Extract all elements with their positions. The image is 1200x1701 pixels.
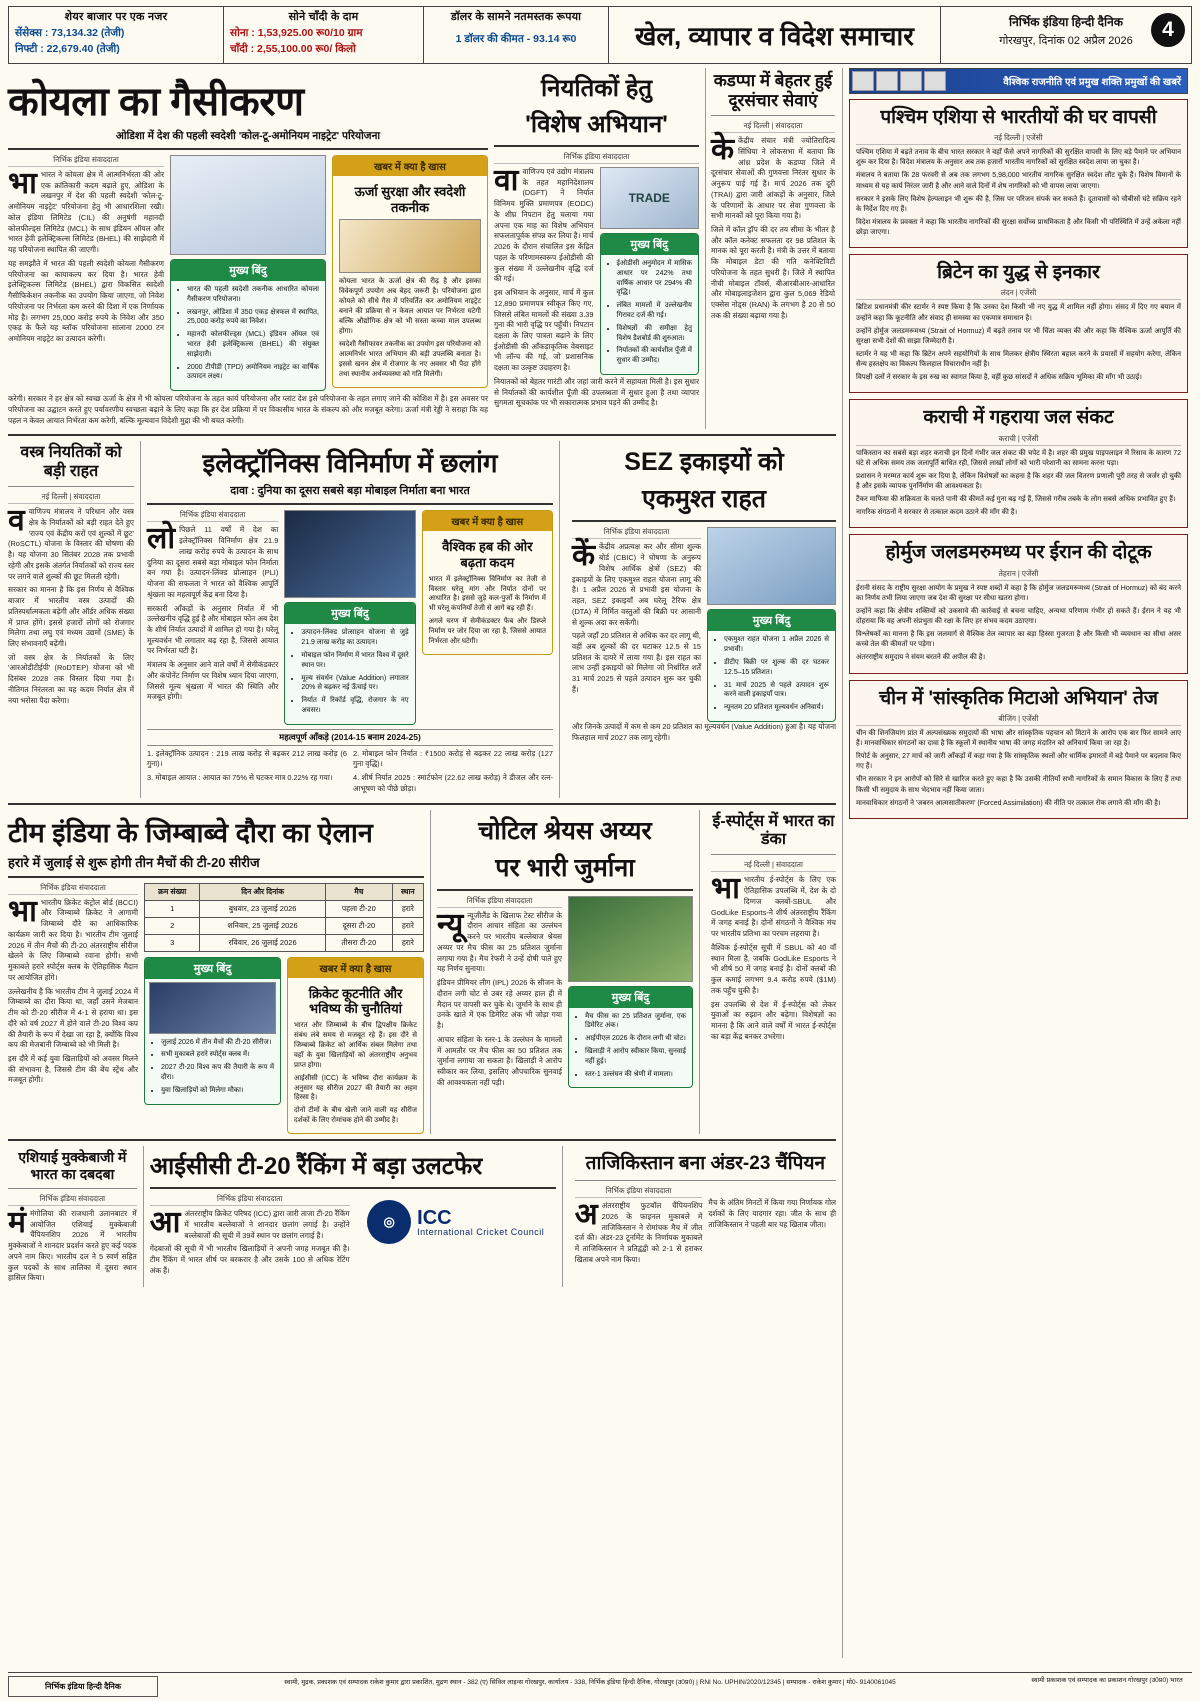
article-coal-gasification bbox=[8, 68, 488, 429]
shreyas-headline-1: चोटिल श्रेयस अय्यर bbox=[478, 816, 652, 845]
britain-para-4: विपक्षी दलों ने सरकार के इस रुख का स्वागत किया है, वहीं कुछ सांसदों ने अधिक सक्रिय भूमिका की माँग भी उठाई। bbox=[856, 374, 1142, 382]
lead-subhead: ओडिशा में देश की पहली स्वदेशी 'कोल-टू-अमोनियम नाइट्रेट' परियोजना bbox=[115, 130, 381, 142]
sez-headline-2: एकमुश्त राहत bbox=[641, 485, 767, 514]
shreyas-byline: निर्भिक इंडिया संवाददाता bbox=[437, 896, 562, 908]
team-india-para-3: इस दौरे में कई युवा खिलाड़ियों को अवसर मिलने की संभावना है, जिससे टीम की बेंच स्ट्रेंथ और मजबूत होगी। bbox=[8, 1053, 138, 1085]
gold-title: सोने चाँदी के दाम bbox=[288, 11, 359, 23]
niryat-headline-2: 'विशेष अभियान' bbox=[525, 111, 668, 138]
hormuz-byline: तेहरान | एजेंसी bbox=[856, 569, 1181, 581]
tajikistan-para-1: अअंतरराष्ट्रीय फुटबॉल चैंपियनशिप 2026 के फाइनल मुकाबले में ताजिकिस्तान ने रोमांचक मैच में जीत दर्ज की। अंडर-23 टूर्नामेंट के निर्णायक मुकाबले में ताजिकिस्तान ने प्रतिद्वंद्वी को 2-1 से हराकर खिताब अपने नाम किया। bbox=[574, 1198, 703, 1264]
west-asia-para-2: मंत्रालय ने बताया कि 28 फरवरी से अब तक लगभग 5,98,000 भारतीय नागरिक सुरक्षित स्वदेश लौट चुके हैं। विशेष विमानों के माध्यम से यह कार्य निरंतर जारी है और आने वाले दिनों में शेष नागरिकों को भी वापस लाया जाएगा। bbox=[856, 172, 1181, 190]
market-summary bbox=[9, 7, 224, 63]
shreyas-image bbox=[568, 896, 693, 982]
hormuz-para-3: विश्लेषकों का मानना है कि इस जलमार्ग से वैश्विक तेल व्यापार का बड़ा हिस्सा गुजरता है और किसी भी व्यवधान का सीधा असर कच्चे तेल की कीमतों पर पड़ेगा। bbox=[856, 631, 1181, 649]
china-headline: चीन में 'सांस्कृतिक मिटाओ अभियान' तेज bbox=[879, 687, 1158, 709]
karachi-para-2: प्रशासन ने मरम्मत कार्य शुरू कर दिया है, लेकिन विशेषज्ञों का कहना है कि शहर की जल वितरण प्रणाली पूरी तरह से जर्जर हो चुकी है और इसके व्यापक पुनर्निर्माण की आवश्यकता है। bbox=[856, 472, 1181, 491]
esports-para-1: भाभारतीय ई-स्पोर्ट्स के लिए एक ऐतिहासिक उपलब्धि में, देश के दो दिग्गज क्लबों-SBUL और GodLike Esports-ने शीर्ष अंतरराष्ट्रीय रैंकिंग में जगह बनाई है। दोनों संगठनों ने वैश्विक मंच पर भारतीय प्रतिभा का परचम लहराया है। bbox=[711, 872, 836, 939]
page-footer bbox=[8, 1672, 1192, 1697]
team-india-para-2: उल्लेखनीय है कि भारतीय टीम ने जुलाई 2024 में जिम्बाब्वे का दौरा किया था, जहाँ उसने मेजबान टीम को टी-20 सीरीज में 4-1 से हराया था। इस दौरे को वर्ष 2027 में होने वाले टी-20 विश्व कप की तैयारी के रूप में देखा जा रहा है, क्योंकि विश्व कप की मेजबानी जिम्बाब्वे को भी मिली है। bbox=[8, 986, 138, 1050]
vastra-para-3: जो वस्त्र क्षेत्र के निर्यातकों के लिए 'आरओडीटीईपी' (RoDTEP) योजना को भी दिसंबर 2028 तक विस्तार दिया गया है। नीतिगत निरंतरता का यह कदम निर्यात क्षेत्र में नया भरोसा पैदा करेगा। bbox=[8, 652, 134, 705]
gold-silver-rates bbox=[224, 7, 424, 63]
vastra-para-2: सरकार का मानना है कि इस निर्णय से वैश्विक बाजार में भारतीय वस्त्र उत्पादों की प्रतिस्पर्धात्मकता बढ़ेगी और ऑर्डर अधिक संख्या में प्राप्त होंगे। इससे हजारों लोगों को रोजगार मिलेगा तथा लघु एवं मध्यम उद्यमों (SME) के लिए संभावनाएँ बढ़ेंगी। bbox=[8, 585, 134, 648]
right-column-world-news bbox=[843, 68, 1188, 1658]
left-columns bbox=[8, 68, 843, 1658]
hormuz-para-2: उन्होंने कहा कि क्षेत्रीय शक्तियों को उकसावे की कार्रवाई से बचना चाहिए, अन्यथा परिणाम गंभीर हो सकते हैं। ईरान ने यह भी दोहराया कि वह अपनी संप्रभुता की रक्षा के लिए हर संभव कदम उठाएगा। bbox=[856, 607, 1181, 626]
article-team-india-zimbabwe bbox=[8, 810, 424, 1135]
lead-keypoints bbox=[170, 259, 326, 391]
dollar-title: डॉलर के सामने नतमस्तक रूपया bbox=[450, 11, 582, 23]
list-item: • 2027 टी-20 विश्व कप की तैयारी के रूप में दौरा। bbox=[161, 1063, 274, 1083]
esports-headline: ई-स्पोर्ट्स में भारत का डंका bbox=[712, 812, 835, 849]
cell: रविवार, 26 जुलाई 2026 bbox=[200, 934, 326, 951]
electronics-para-1: लोपिछले 11 वर्षों में देश का इलेक्ट्रॉनिक्स विनिर्माण क्षेत्र 21.9 लाख करोड़ रुपये के उत्पादन के साथ दुनिया का दूसरा सबसे बड़ा मोबाइल फोन निर्माता बन गया है। उत्पादन-लिंक्ड प्रोत्साहन (PLI) योजना की सफलता ने भारत को वैश्विक आपूर्ति श्रृंखला का महत्वपूर्ण केंद्र बना दिया है। bbox=[147, 522, 279, 599]
kadapa-byline: नई दिल्ली | संवाददाता bbox=[711, 121, 835, 133]
cell: 1 bbox=[145, 900, 200, 917]
icc-para-2: गेंदबाजों की सूची में भी भारतीय खिलाड़ियों ने अपनी जगह मजबूत की है। टीम रैंकिंग में भारत शीर्ष पर बरकरार है और उसके 100 से अधिक रेटिंग अंक हैं। bbox=[149, 1244, 350, 1275]
table-row bbox=[145, 917, 424, 934]
col-header: दिन और दिनांक bbox=[200, 883, 326, 900]
col-header: क्रम संख्या bbox=[145, 883, 200, 900]
khaas-header: खबर में क्या है खास bbox=[423, 511, 552, 531]
khaas-header: खबर में क्या है खास bbox=[288, 958, 423, 978]
china-byline: बीजिंग | एजेंसी bbox=[856, 714, 1181, 726]
article-china-culture-campaign bbox=[849, 680, 1188, 819]
dropcap: वा bbox=[494, 164, 519, 197]
sez-headline-1: SEZ इकाइयों को bbox=[624, 448, 784, 477]
west-asia-para-4: विदेश मंत्रालय के प्रवक्ता ने कहा कि भारतीय नागरिकों की सुरक्षा सर्वोच्च प्राथमिकता है और किसी भी परिस्थिति में उन्हें अकेला नहीं छोड़ा जाएगा। bbox=[856, 219, 1181, 237]
paper-name: निर्भिक इंडिया हिन्दी दैनिक bbox=[1008, 15, 1124, 29]
niryat-image bbox=[600, 167, 700, 229]
table-header-row bbox=[145, 883, 424, 900]
keypoints-header: मुख्य बिंदु bbox=[601, 234, 699, 255]
khaas-para-2: अगले चरण में सेमीकंडक्टर फैब और डिस्प्ले निर्माण पर जोर दिया जा रहा है, जिससे आयात निर्भरता और घटेगी। bbox=[428, 618, 546, 646]
britain-headline: ब्रिटेन का युद्ध से इनकार bbox=[937, 262, 1100, 284]
table-row bbox=[145, 934, 424, 951]
team-india-para-1: भाभारतीय क्रिकेट कंट्रोल बोर्ड (BCCI) और जिम्बाब्वे क्रिकेट ने आगामी जिम्बाब्वे दौरे का आधिकारिक कार्यक्रम जारी कर दिया है। भारतीय टीम जुलाई 2026 में तीन मैचों की टी-20 अंतरराष्ट्रीय सीरीज खेलने के लिए जिम्बाब्वे रवाना होगी। सभी मुकाबले हरारे स्पोर्ट्स क्लब के ऐतिहासिक मैदान पर आयोजित होंगे। bbox=[8, 894, 138, 982]
shreyas-headline-2: पर भारी जुर्माना bbox=[495, 853, 635, 882]
list-item: • आईपीएल 2026 के दौरान लगी थी चोट। bbox=[585, 1034, 686, 1044]
vastra-byline: नई दिल्ली | संवाददाता bbox=[8, 492, 134, 504]
britain-byline: लंदन | एजेंसी bbox=[856, 288, 1181, 300]
lead-headline: कोयला का गैसीकरण bbox=[8, 80, 304, 124]
paper-date: गोरखपुर, दिनांक 02 अप्रैल 2026 bbox=[999, 35, 1133, 47]
sez-byline: निर्भिक इंडिया संवाददाता bbox=[572, 527, 701, 539]
dropcap: आ bbox=[149, 1206, 181, 1240]
dropcap: कें bbox=[572, 539, 596, 573]
section-title-text: खेल, व्यापार व विदेश समाचार bbox=[635, 21, 914, 51]
khaas-para-1: भारत में इलेक्ट्रॉनिक्स विनिर्माण का तेजी से विस्तार घरेलू मांग और निर्यात दोनों पर आधारित है। इससे जुड़े कल-पुर्जों के निर्माण में भी घरेलू कंपनियाँ तेजी से आगे बढ़ रही हैं। bbox=[428, 575, 546, 613]
list-item: • एकमुश्त राहत योजना 1 अप्रैल 2026 से प्रभावी। bbox=[724, 635, 829, 655]
dropcap: मं bbox=[8, 1205, 26, 1239]
kadapa-headline: कडप्पा में बेहतर हुई दूरसंचार सेवाएं bbox=[713, 71, 833, 110]
keypoints-header: मुख्य बिंदु bbox=[171, 260, 325, 281]
keypoints-header: मुख्य बिंदु bbox=[145, 958, 280, 979]
article-kadapa-telecom bbox=[705, 68, 835, 429]
world-news-banner bbox=[849, 68, 1188, 94]
list-item: • मोबाइल फोन निर्माण में भारत विश्व में दूसरे स्थान पर। bbox=[301, 651, 408, 671]
britain-para-1: ब्रिटिश प्रधानमंत्री कीर स्टार्मर ने स्पष्ट किया है कि उनका देश किसी भी नए युद्ध में शामिल नहीं होगा। संसद में दिए गए बयान में उन्होंने कहा कि कूटनीति और संवाद ही समस्या का एकमात्र समाधान है। bbox=[856, 304, 1181, 322]
gold-rate: सोना : 1,53,925.00 रू0/10 ग्राम bbox=[230, 27, 363, 39]
dropcap: लो bbox=[147, 522, 176, 556]
list-item: • लंबित मामलों में उल्लेखनीय गिरावट दर्ज की गई। bbox=[617, 301, 693, 321]
hormuz-para-4: अंतरराष्ट्रीय समुदाय ने संयम बरतने की अपील की है। bbox=[856, 654, 986, 662]
sez-para-3: और जिनके उत्पादों में कम से कम 20 प्रतिशत का मूल्यवर्धन (Value Addition) हुआ है। यह योजना फिलहाल मार्च 2027 तक लागू रहेगी। bbox=[572, 721, 836, 742]
dropcap: भा bbox=[8, 894, 37, 928]
dropcap: न्यू bbox=[437, 907, 464, 941]
niryat-headline-1: नियतिकों हेतु bbox=[540, 75, 653, 102]
electronics-para-2: सरकारी आँकड़ों के अनुसार निर्यात में भी उल्लेखनीय वृद्धि हुई है और मोबाइल फोन अब देश के शीर्ष निर्यात उत्पादों में शामिल हो गया है। घरेलू मूल्यवर्धन भी लगातार बढ़ रहा है, जिससे आयात पर निर्भरता घटी है। bbox=[147, 603, 279, 656]
list-item: • भारत की पहली स्वदेशी तकनीक आधारित कोयला गैसीकरण परियोजना। bbox=[187, 285, 319, 305]
silver-rate: चाँदी : 2,55,100.00 रू0/ किलो bbox=[230, 43, 356, 55]
list-item: • खिलाड़ी ने आरोप स्वीकार किया, सुनवाई नहीं हुई। bbox=[585, 1047, 686, 1067]
lead-byline: निर्भिक इंडिया संवाददाता bbox=[8, 155, 164, 167]
list-item: • निर्यातकों की कार्यशील पूँजी में सुधार की उम्मीद। bbox=[617, 346, 693, 366]
lead-image bbox=[170, 155, 326, 255]
karachi-byline: कराची | एजेंसी bbox=[856, 434, 1181, 446]
china-para-1: चीन की शिनजियांग प्रांत में अल्पसंख्यक समुदायों की भाषा और सांस्कृतिक पहचान को मिटाने के आरोप एक बार फिर सामने आए हैं। मानवाधिकार संगठनों का दावा है कि स्कूलों में स्थानीय भाषा की जगह मंदारिन को अनिवार्य किया जा रहा है। bbox=[856, 729, 1181, 747]
article-niryatakon-abhiyan bbox=[494, 68, 699, 429]
footer-publisher: स्वामी प्रकाशक एवं सम्पादक का प्रकाशन गोरखपुर (उ0प्र0) भारत bbox=[1031, 1677, 1183, 1684]
series-schedule-table bbox=[144, 883, 424, 952]
khaas-header: खबर में क्या है खास bbox=[333, 156, 487, 176]
list-item: • मूल्य संवर्धन (Value Addition) लगातार 20% से बढ़कर नई ऊँचाई पर। bbox=[301, 674, 408, 694]
niryat-para-2: इस अभियान के अनुसार, मार्च में कुल 12,890 प्रमाणपत्र स्वीकृत किए गए, जिससे लंबित मामलों की संख्या 3.39 गुना की भारी वृद्धि पर पहुँची। निपटान दक्षता के लिए पात्रता बढ़ाने के लिए ईओडीसी की आँकड़ाकृतिक वेबसाइट भी लॉन्च की गई, जो प्रशासनिक दक्षता का उत्कृष्ट उदाहरण है। bbox=[494, 288, 594, 373]
dropcap: अ bbox=[574, 1198, 598, 1232]
list-item: • 2000 टीपीडी (TPD) अमोनियम नाइट्रेट का वार्षिक उत्पादन लक्ष्य। bbox=[187, 363, 319, 383]
lead-para-3: करेगी। सरकार ने हर क्षेत्र को स्वच्छ ऊर्जा के क्षेत्र में भी कोयला परियोजना के तहत कार्य परियोजना और प्लांट देश इसे परियोजना के तहत लगाए जाने की कोशिश में है। इस अवसर पर परियोजना का उद्घाटन करते हुए पर्यावरणीय स्वच्छता बढ़ाने के लिए कहा कि हर देश प्रक्रिया में पर विकासीय भारत के संकल्प को और मजबूत करेगा। ऊर्जा मंत्री रेड्डी ने सराहा कि यह पहल न केवल आयात निर्भरता कम करेगी, बल्कि मूल्यवान विदेशी मुद्रा की भी बचत करेगी। bbox=[8, 394, 488, 425]
list-item: • मैच फीस का 25 प्रतिशत जुर्माना, एक डिमेरिट अंक। bbox=[585, 1012, 686, 1032]
article-shreyas-fine bbox=[430, 810, 700, 1135]
list-item: • लखनपुर, ओडिशा में 350 एकड़ क्षेत्रफल में स्थापित, 25,000 करोड़ रुपये का निवेश। bbox=[187, 308, 319, 328]
khaas-para-1: कोयला भारत के ऊर्जा क्षेत्र की रीढ़ है और इसका विवेकपूर्ण उपयोग अब बेहद जरूरी है। परियोजना द्वारा कोयले को सीधे गैस में परिवर्तित कर अमोनियम नाइट्रेट बनाने की प्रक्रिया से न केवल आयात पर निर्भरता घटेगी बल्कि औद्योगिक क्षेत्र को भी सस्ता कच्चा माल उपलब्ध होगा। bbox=[339, 278, 481, 335]
dropcap: के bbox=[711, 133, 735, 167]
karachi-para-3: टैंकर माफिया की सक्रियता के चलते पानी की कीमतें कई गुना बढ़ गई हैं, जिससे गरीब तबके के लोग सबसे अधिक प्रभावित हुए हैं। bbox=[856, 496, 1176, 504]
sez-image bbox=[707, 527, 836, 605]
icc-logo-text bbox=[417, 1208, 544, 1237]
china-para-2: रिपोर्ट के अनुसार, 27 मार्च को जारी आँकड़ों में कहा गया है कि सांस्कृतिक स्थलों और धार्मिक इमारतों में बड़े पैमाने पर बदलाव किए गए हैं। bbox=[856, 753, 1181, 771]
keypoints-header: मुख्य बिंदु bbox=[569, 987, 692, 1008]
sez-para-2: पहले जहाँ 20 प्रतिशत से अधिक कर दर लागू थी, वहीं अब शुल्कों की दर घटाकर 12.5 से 15 प्रतिशत के दायरे में लाया गया है। इस राहत का लाभ उन्हीं इकाइयों को मिलेगा जो निर्धारित शर्तें 31 मार्च 2025 से पहले उत्पादन शुरू कर चुकी हैं। bbox=[572, 631, 701, 694]
niryat-para-3: नियातकों को बेहतर गारंटी और जहां जारी करने में सहायता मिली है। इस सुधार से निर्यातकों की कार्यशील पूँजी की उपलब्धता में सुधार हुआ है तथा व्यापार सुगमता सूचकांक पर भी सकारात्मक प्रभाव पड़ने की उम्मीद है। bbox=[494, 376, 699, 408]
britain-para-2: उन्होंने होर्मुज जलडमरूमध्य (Strait of Hormuz) में बढ़ते तनाव पर भी चिंता व्यक्त की और कहा कि वैश्विक ऊर्जा आपूर्ति की सुरक्षा सभी देशों की साझा जिम्मेदारी है। bbox=[856, 327, 1181, 345]
article-hormuz-iran bbox=[849, 534, 1188, 673]
cell: 2 bbox=[145, 917, 200, 934]
khaas-title: ऊर्जा सुरक्षा और स्वदेशी तकनीक bbox=[354, 184, 466, 215]
khaas-title: क्रिकेट कूटनीति और भविष्य की चुनौतियां bbox=[308, 985, 403, 1017]
icc-logo-mark: ◎ bbox=[367, 1200, 411, 1244]
china-para-3: चीन सरकार ने इन आरोपों को सिरे से खारिज करते हुए कहा है कि उसकी नीतियाँ सभी नागरिकों के समान विकास के लिए हैं तथा किसी भी समुदाय के साथ भेदभाव नहीं किया जाता। bbox=[856, 776, 1181, 794]
karachi-para-4: नागरिक संगठनों ने सरकार से तत्काल कदम उठाने की माँग की है। bbox=[856, 509, 1018, 517]
article-esports bbox=[706, 810, 836, 1135]
top-strip bbox=[8, 6, 1192, 64]
list-item: • सभी मुकाबले हरारे स्पोर्ट्स क्लब में। bbox=[161, 1050, 274, 1060]
keypoints-header: मुख्य बिंदु bbox=[285, 603, 414, 624]
cell: हरारे bbox=[392, 917, 423, 934]
hormuz-headline: होर्मुज जलडमरुमध्य पर ईरान की दोटूक bbox=[885, 542, 1152, 564]
electronics-image bbox=[284, 510, 415, 598]
article-karachi-water-crisis bbox=[849, 399, 1188, 528]
dollar-rate bbox=[424, 7, 609, 63]
keypoints-header: मुख्य बिंदु bbox=[708, 610, 835, 631]
sez-para-1: केंकेंद्रीय अप्रत्यक्ष कर और सीमा शुल्क बोर्ड (CBIC) ने घोषणा के अनुरूप विशेष आर्थिक क्षेत्रों (SEZ) की इकाइयों के लिए एकमुश्त राहत योजना लागू की है। 1 अप्रैल 2026 से प्रभावी इस योजना के तहत, SEZ इकाइयाँ अब घरेलू टैरिफ क्षेत्र (DTA) में निर्मित वस्तुओं की बिक्री पर आसानी से शुल्क अदा कर सकेंगी। bbox=[572, 539, 701, 627]
table-row bbox=[145, 900, 424, 917]
cell: शनिवार, 25 जुलाई 2026 bbox=[200, 917, 326, 934]
team-india-keypoints bbox=[144, 957, 281, 1105]
icc-headline: आईसीसी टी-20 रैंकिंग में बड़ा उलटफेर bbox=[149, 1153, 483, 1181]
west-asia-para-3: सरकार ने इसके लिए विशेष हेल्पलाइन भी शुरू की है, जिस पर परिजन संपर्क कर सकते हैं। दूतावासों को चौबीसों घंटे सक्रिय रहने के निर्देश दिए गए हैं। bbox=[856, 195, 1181, 213]
stat-item: 1. इलेक्ट्रॉनिक उत्पादन : 219 लाख करोड़ से बढ़कर 212 लाख करोड़ (6 गुना)। bbox=[147, 748, 347, 769]
electronics-khaas-box bbox=[422, 510, 553, 655]
niryat-para-1: वावाणिज्य एवं उद्योग मंत्रालय के तहत महानिदेशालय (DGFT) ने निर्यात विनिमय मुक्ति प्रमाणपत्र (EODC) के शीघ्र निपटान हेतु चलाया गया अपना एक माह का विशेष अभियान सफलतापूर्वक संपन्न कर लिया है। मार्च 2026 के दौरान संचालित इस केंद्रित पहल के परिणामस्वरूप ईओडीसी की कुल संख्या में उल्लेखनीय वृद्धि दर्ज की गई। bbox=[494, 164, 594, 284]
page-number: 4 bbox=[1151, 13, 1185, 47]
khaas-para-2: आईसीसी (ICC) के भविष्य दौरा कार्यक्रम के अनुसार यह सीरीज 2027 की तैयारी का अहम हिस्सा है। bbox=[294, 1074, 417, 1102]
dropcap: व bbox=[8, 504, 25, 538]
kadapa-para-2: जिले में कॉल ड्रॉप की दर तय सीमा के भीतर है और कॉल कनेक्ट सफलता दर 98 प्रतिशत के मानक को पूरा करती है। मंत्री के उत्तर में बताया कि मोबाइल डेटा की गति कनेक्टिविटी परियोजना के तहत सुधरी है। जिले में स्थापित नीची मोबाइल टॉवर्स, बीआरबीआर-आधारित और मोबाइलाइजेशन द्वारा कुल 5,069 रेडियो एक्सेस नोड्स (RAN) के लगभग है 20 से 50 तक की संख्या बढ़ाया गया है। bbox=[711, 224, 835, 320]
tajikistan-headline: ताजिकिस्तान बना अंडर-23 चैंपियन bbox=[585, 1153, 826, 1175]
nifty-line: निफ्टी : 22,679.40 (तेजी) bbox=[15, 43, 120, 55]
article-west-asia-return bbox=[849, 99, 1188, 248]
banner-text: वैश्विक राजनीति एवं प्रमुख शक्ति प्रमुखों की खबरें bbox=[1003, 77, 1181, 88]
list-item: • विशेषज्ञों की समीक्षा हेतु विशेष डैशबोर्ड की शुरुआत। bbox=[617, 324, 693, 344]
lead-para-1: भाभारत ने कोयला क्षेत्र में आत्मनिर्भरता की ओर एक क्रांतिकारी कदम बढ़ाते हुए, ओडिशा के लखनपुर में देश की पहली स्वदेशी 'कोल-टू-अमोनियम नाइट्रेट' परियोजना हेतु भी आधारशिला रखी। कोल इंडिया लिमिटेड (CIL) की अनुषंगी महानदी कोलफील्ड्स लिमिटेड (MCL) के साथ इंडियन ऑयल और भारत हेवी इलेक्ट्रिकल्स लिमिटेड (BHEL) की साझेदारी में यह परियोजना स्थापित की जाएगी। bbox=[8, 167, 164, 255]
niryat-keypoints bbox=[600, 233, 700, 375]
list-item: • स्तर-1 उल्लंघन की श्रेणी में मामला। bbox=[585, 1070, 686, 1080]
khaas-para-2: स्वदेशी गैसीफायर तकनीक का उपयोग इस परियोजना को आत्मनिर्भर भारत अभियान की बड़ी उपलब्धि बनाता है। इससे खनन क्षेत्र में रोजगार के नए अवसर भी पैदा होंगे तथा स्थानीय अर्थव्यवस्था को गति मिलेगी। bbox=[339, 340, 481, 378]
west-asia-para-1: पश्चिम एशिया में बढ़ते तनाव के बीच भारत सरकार ने वहाँ फँसे अपने नागरिकों की सुरक्षित वापसी के लिए बड़े पैमाने पर अभियान शुरू कर दिया है। विदेश मंत्रालय के अनुसार अब तक हजारों भारतीय नागरिकों को सुरक्षित स्वदेश लाया जा चुका है। bbox=[856, 149, 1181, 167]
article-britain-war-refusal bbox=[849, 254, 1188, 393]
icc-para-1: आअंतरराष्ट्रीय क्रिकेट परिषद (ICC) द्वारा जारी ताजा टी-20 रैंकिंग में भारतीय बल्लेबाजों ने शानदार छलांग लगाई है। उन्होंने बल्लेबाजों की सूची में 39वें स्थान पर छलांग लगाई है। bbox=[149, 1206, 350, 1240]
article-vastra-niryatak bbox=[8, 441, 134, 797]
article-sez-relief bbox=[566, 441, 836, 797]
tajikistan-para-2: मैच के अंतिम मिनटों में किया गया निर्णायक गोल दर्शकों के लिए यादगार रहा। जीत के साथ ही ताजिकिस्तान ने पहली बार यह खिताब जीता। bbox=[708, 1198, 836, 1229]
kadapa-para-1: केकेंद्रीय संचार मंत्री ज्योतिरादित्य सिंधिया ने लोकसभा में बताया कि आंध्र प्रदेश के कडप्पा जिले में दूरसंचार सेवाओं की गुणवत्ता निरंतर सुधार के अनुरूप पाई गई है। मार्च 2026 तक दूरी (TRAI) द्वारा जारी आंकड़ों के अनुसार, जिले के परिणामों के आधार पर सेवा गुणवत्ता के सभी मानकों को पूरा किया गया है। bbox=[711, 133, 835, 221]
team-india-khaas-box bbox=[287, 957, 424, 1135]
icc-letters: ICC bbox=[417, 1206, 452, 1229]
sensex-line: सेंसेक्स : 73,134.32 (तेजी) bbox=[15, 27, 125, 39]
list-item: • 31 मार्च 2025 से पहले उत्पादन शुरू करने वाली इकाइयाँ पात्र। bbox=[724, 681, 829, 701]
cell: दूसरा टी-20 bbox=[325, 917, 392, 934]
dollar-value: 1 डॉलर की कीमत - 93.14 रू0 bbox=[455, 33, 577, 45]
electronics-table-title: महत्वपूर्ण आँकड़े (2014-15 बनाम 2024-25) bbox=[147, 729, 553, 746]
vastra-para-1: ववाणिज्य मंत्रालय ने परिधान और वस्त्र क्षेत्र के निर्यातकों को बड़ी राहत देते हुए 'राज्य एवं केंद्रीय करों एवं शुल्कों में छूट' (RoSCTL) योजना के विस्तार की घोषणा की है। यह योजना 30 सितंबर 2028 तक प्रभावी रहेगी और इसके अंतर्गत निर्यातकों को राज्य स्तर पर लगने वाले शुल्कों की छूट मिलती रहेगी। bbox=[8, 504, 134, 581]
list-item: • ईओडीसी अनुमोदन में मासिक आधार पर 242% तथा वार्षिक आधार पर 294% की वृद्धि। bbox=[617, 259, 693, 298]
niryat-byline: निर्भिक इंडिया संवाददाता bbox=[494, 152, 699, 164]
west-asia-byline: नई दिल्ली | एजेंसी bbox=[856, 133, 1181, 145]
china-para-4: मानवाधिकार संगठनों ने 'जबरन आत्मसातीकरण' (Forced Assimilation) की नीति पर तत्काल रोक लगाने की माँग की है। bbox=[856, 799, 1161, 807]
esports-byline: नई दिल्ली | संवाददाता bbox=[711, 860, 836, 872]
list-item: • निर्यात में रिकॉर्ड वृद्धि, रोजगार के नए अवसर। bbox=[301, 696, 408, 716]
sez-keypoints bbox=[707, 609, 836, 722]
boxing-headline: एशियाई मुक्केबाजी में भारत का दबदबा bbox=[18, 1149, 127, 1183]
cell: हरारे bbox=[392, 900, 423, 917]
leader-thumbnails bbox=[852, 71, 946, 91]
khaas-para-1: भारत और जिम्बाब्वे के बीच द्विपक्षीय क्रिकेट संबंध लंबे समय से मजबूत रहे हैं। इस दौरे से जिम्बाब्वे क्रिकेट को आर्थिक संबल मिलेगा तथा वहाँ के युवा खिलाड़ियों को अंतरराष्ट्रीय अनुभव प्राप्त होगा। bbox=[294, 1021, 417, 1069]
shreyas-para-1: न्यू न्यूजीलैंड के खिलाफ टेस्ट सीरीज के दौरान आचार संहिता का उल्लंघन करने पर भारतीय बल्लेबाज श्रेयस अय्यर पर मैच फीस का 25 प्रतिशत जुर्माना लगाया गया है। मैच रेफरी ने उन्हें दोषी पाते हुए यह निर्णय सुनाया। bbox=[437, 907, 562, 974]
stat-item: 3. मोबाइल आयात : आयात का 75% से घटकर मात्र 0.22% रह गया। bbox=[147, 773, 333, 783]
britain-para-3: स्टार्मर ने यह भी कहा कि ब्रिटेन अपने सहयोगियों के साथ मिलकर क्षेत्रीय स्थिरता बहाल करने के प्रयासों में सहयोग करेगा, लेकिन सैन्य हस्तक्षेप का विकल्प फिलहाल विचाराधीन नहीं है। bbox=[856, 351, 1181, 369]
west-asia-headline: पश्चिम एशिया से भारतीयों की घर वापसी bbox=[880, 107, 1157, 128]
team-india-headline: टीम इंडिया के जिम्बाब्वे दौरा का ऐलान bbox=[8, 817, 373, 848]
shreyas-para-3: आचार संहिता के स्तर-1 के उल्लंघन के मामलों में आमतौर पर मैच फीस का 50 प्रतिशत तक जुर्माना लगाया जा सकता है। खिलाड़ी ने आरोप स्वीकार कर लिया, इसलिए औपचारिक सुनवाई की आवश्यकता नहीं पड़ी। bbox=[437, 1034, 562, 1087]
col-header: स्थान bbox=[392, 883, 423, 900]
boxing-para-1: मंमंगोलिया की राजधानी उलानबाटर में आयोजित एशियाई मुक्केबाजी चैंपियनशिप 2026 में भारतीय मुक्केबाजों ने शानदार प्रदर्शन करते हुए कई पदक अपने नाम किए। भारतीय दल ने 5 स्वर्ण सहित कुल पदकों के साथ तालिका में दूसरा स्थान हासिल किया। bbox=[8, 1205, 137, 1283]
list-item: • युवा खिलाड़ियों को मिलेगा मौका। bbox=[161, 1086, 274, 1096]
hormuz-para-1: ईरानी संसद के राष्ट्रीय सुरक्षा आयोग के प्रमुख ने स्पष्ट शब्दों में कहा है कि होर्मुज जलडमरूमध्य (Strait of Hormuz) को बंद करने का निर्णय तभी लिया जाएगा जब देश की सुरक्षा पर सीधा खतरा होगा। bbox=[856, 584, 1181, 602]
icc-full-name: International Cricket Council bbox=[417, 1226, 545, 1237]
team-india-byline: निर्भिक इंडिया संवाददाता bbox=[8, 883, 138, 895]
article-asian-boxing bbox=[8, 1146, 137, 1287]
electronics-headline: इलेक्ट्रॉनिक्स विनिर्माण में छलांग bbox=[202, 448, 498, 479]
article-electronics-manufacturing bbox=[140, 441, 560, 797]
dropcap: भा bbox=[711, 872, 740, 906]
cell: पहला टी-20 bbox=[325, 900, 392, 917]
article-tajikistan-champion bbox=[569, 1146, 836, 1287]
footer-imprint: स्वामी, मुद्रक, प्रकाशक एवं सम्पादक राकेश कुमार द्वारा प्रकाशित, मुद्रण स्थान - 382 (ए) सिविल लाइन्स गोरखपुर, कार्यालय - 338, निर्भिक इंडिया हिन्दी दैनिक, गोरखपुर (उ0प्र0) | RNI No. UPHIN/2020/12345 | सम्पादक - राकेश कुमार | मो0- 9140061045 bbox=[284, 1679, 896, 1686]
electronics-subhead: दावा : दुनिया का दूसरा सबसे बड़ा मोबाइल निर्माता बना भारत bbox=[230, 485, 470, 498]
market-title: शेयर बाजार पर एक नजर bbox=[64, 11, 168, 23]
trade-label: TRADE bbox=[601, 168, 699, 228]
icc-logo bbox=[356, 1194, 556, 1250]
boxing-byline: निर्भिक इंडिया संवाददाता bbox=[8, 1194, 137, 1206]
list-item: • डीटीए बिक्री पर शुल्क की दर घटकर 12.5–15 प्रतिशत। bbox=[724, 658, 829, 678]
tajikistan-byline: निर्भिक इंडिया संवाददाता bbox=[575, 1186, 703, 1198]
lead-para-2: यह समझौते में भारत की पहली स्वदेशी कोयला गैसीकरण परियोजना का कायाकल्प कर दिया है। भारत हेवी इलेक्ट्रिकल्स लिमिटेड (BHEL) द्वारा विकसित स्वदेशी गैसीफिकेशन तकनीक का उपयोग किया जाएगा, जो निवेश परियोजना पर निर्भरता कम करने की दिशा में एक निर्णायक मोड़ है। लगभग 25,000 करोड़ रुपये के निवेश और 350 एकड़ के फैले यह ब्लॉक परियोजना सालाना 2000 टन अमोनियम नाइट्रेट का उत्पादन करेगी। bbox=[8, 258, 164, 344]
footer-logo: निर्भिक इंडिया हिन्दी दैनिक bbox=[8, 1676, 158, 1697]
stat-item: 4. शीर्ष निर्यात 2025 : स्मार्टफोन (22.62 लाख करोड़) ने डीजल और रत्न-आभूषण को पीछे छोड़ा। bbox=[353, 773, 554, 793]
section-title bbox=[609, 7, 941, 63]
esports-para-3: इस उपलब्धि से देश में ई-स्पोर्ट्स को लेकर युवाओं का रुझान और बढ़ेगा। विशेषज्ञों का मानना है कि आने वाले वर्षों में भारत ई-स्पोर्ट्स का बड़ा केंद्र बनकर उभरेगा। bbox=[711, 999, 836, 1041]
electronics-byline: निर्भिक इंडिया संवाददाता bbox=[147, 510, 278, 522]
icc-byline: निर्भिक इंडिया संवाददाता bbox=[150, 1194, 350, 1206]
karachi-headline: कराची में गहराया जल संकट bbox=[923, 407, 1114, 429]
masthead bbox=[941, 7, 1191, 63]
list-item: • जुलाई 2026 में तीन मैचों की टी-20 सीरीज। bbox=[161, 1038, 274, 1048]
lead-khaas-box bbox=[332, 155, 488, 388]
col-header: मैच bbox=[325, 883, 392, 900]
stat-item: 2. मोबाइल फोन निर्यात : ₹1500 करोड़ से बढ़कर 22 लाख करोड़ (127 गुना वृद्धि)। bbox=[353, 748, 553, 769]
cell: हरारे bbox=[392, 934, 423, 951]
article-icc-ranking bbox=[143, 1146, 563, 1287]
list-item: • न्यूनतम 20 प्रतिशत मूल्यवर्धन अनिवार्य। bbox=[724, 703, 829, 713]
khaas-image bbox=[339, 219, 481, 273]
team-india-subhead: हरारे में जुलाई से शुरू होगी तीन मैचों की टी-20 सीरीज bbox=[8, 854, 260, 870]
dropcap: भा bbox=[8, 167, 37, 200]
cell: तीसरा टी-20 bbox=[325, 934, 392, 951]
shreyas-para-2: इंडियन प्रीमियर लीग (IPL) 2026 के सीजन के दौरान लगी चोट से उबर रहे अय्यर हाल ही में मैदान पर वापसी कर चुके थे। जुर्माने के साथ ही उनके खाते में एक डिमेरिट अंक भी जोड़ा गया है। bbox=[437, 978, 562, 1031]
khaas-title: वैश्विक हब की ओर बढ़ता कदम bbox=[442, 539, 533, 570]
cell: 3 bbox=[145, 934, 200, 951]
esports-para-2: वैश्विक ई-स्पोर्ट्स सूची में SBUL को 40 वाँ स्थान मिला है, जबकि GodLike Esports ने भी शीर्ष 50 में जगह बनाई है। दोनों क्लबों की कुल कमाई लगभग 9.4 करोड़ रुपये ($1M) तक पहुँच चुकी है। bbox=[711, 942, 836, 995]
electronics-para-3: मंत्रालय के अनुसार आने वाले वर्षों में सेमीकंडक्टर और कंपोनेंट निर्माण पर विशेष ध्यान दिया जाएगा, जिससे मूल्य श्रृंखला में भारत की स्थिति और मजबूत होगी। bbox=[147, 660, 279, 702]
khaas-para-3: दोनों टीमों के बीच खेली जाने वाली यह सीरीज दर्शकों के लिए रोमांचक होने की उम्मीद है। bbox=[294, 1107, 417, 1125]
list-item: • महानदी कोलफील्ड्स (MCL) इंडियन ऑयल एवं भारत हेवी इलेक्ट्रिकल्स (BHEL) की संयुक्त साझेदारी। bbox=[187, 330, 319, 359]
shreyas-keypoints bbox=[568, 986, 693, 1089]
vastra-headline: वस्त्र नियतिकों को बड़ी राहत bbox=[20, 444, 122, 480]
karachi-para-1: पाकिस्तान का सबसे बड़ा शहर कराची इन दिनों गंभीर जल संकट की चपेट में है। शहर की प्रमुख पाइपलाइन में रिसाव के कारण 72 घंटे से अधिक समय तक जलापूर्ति बाधित रही, जिससे लाखों लोगों को भारी परेशानी का सामना करना पड़ा। bbox=[856, 449, 1181, 467]
list-item: • उत्पादन-लिंक्ड प्रोत्साहन योजना से जुड़े 21.9 लाख करोड़ का उत्पादन। bbox=[301, 628, 408, 648]
cell: बुधवार, 23 जुलाई 2026 bbox=[200, 900, 326, 917]
team-india-image bbox=[149, 982, 276, 1034]
electronics-keypoints bbox=[284, 602, 415, 724]
